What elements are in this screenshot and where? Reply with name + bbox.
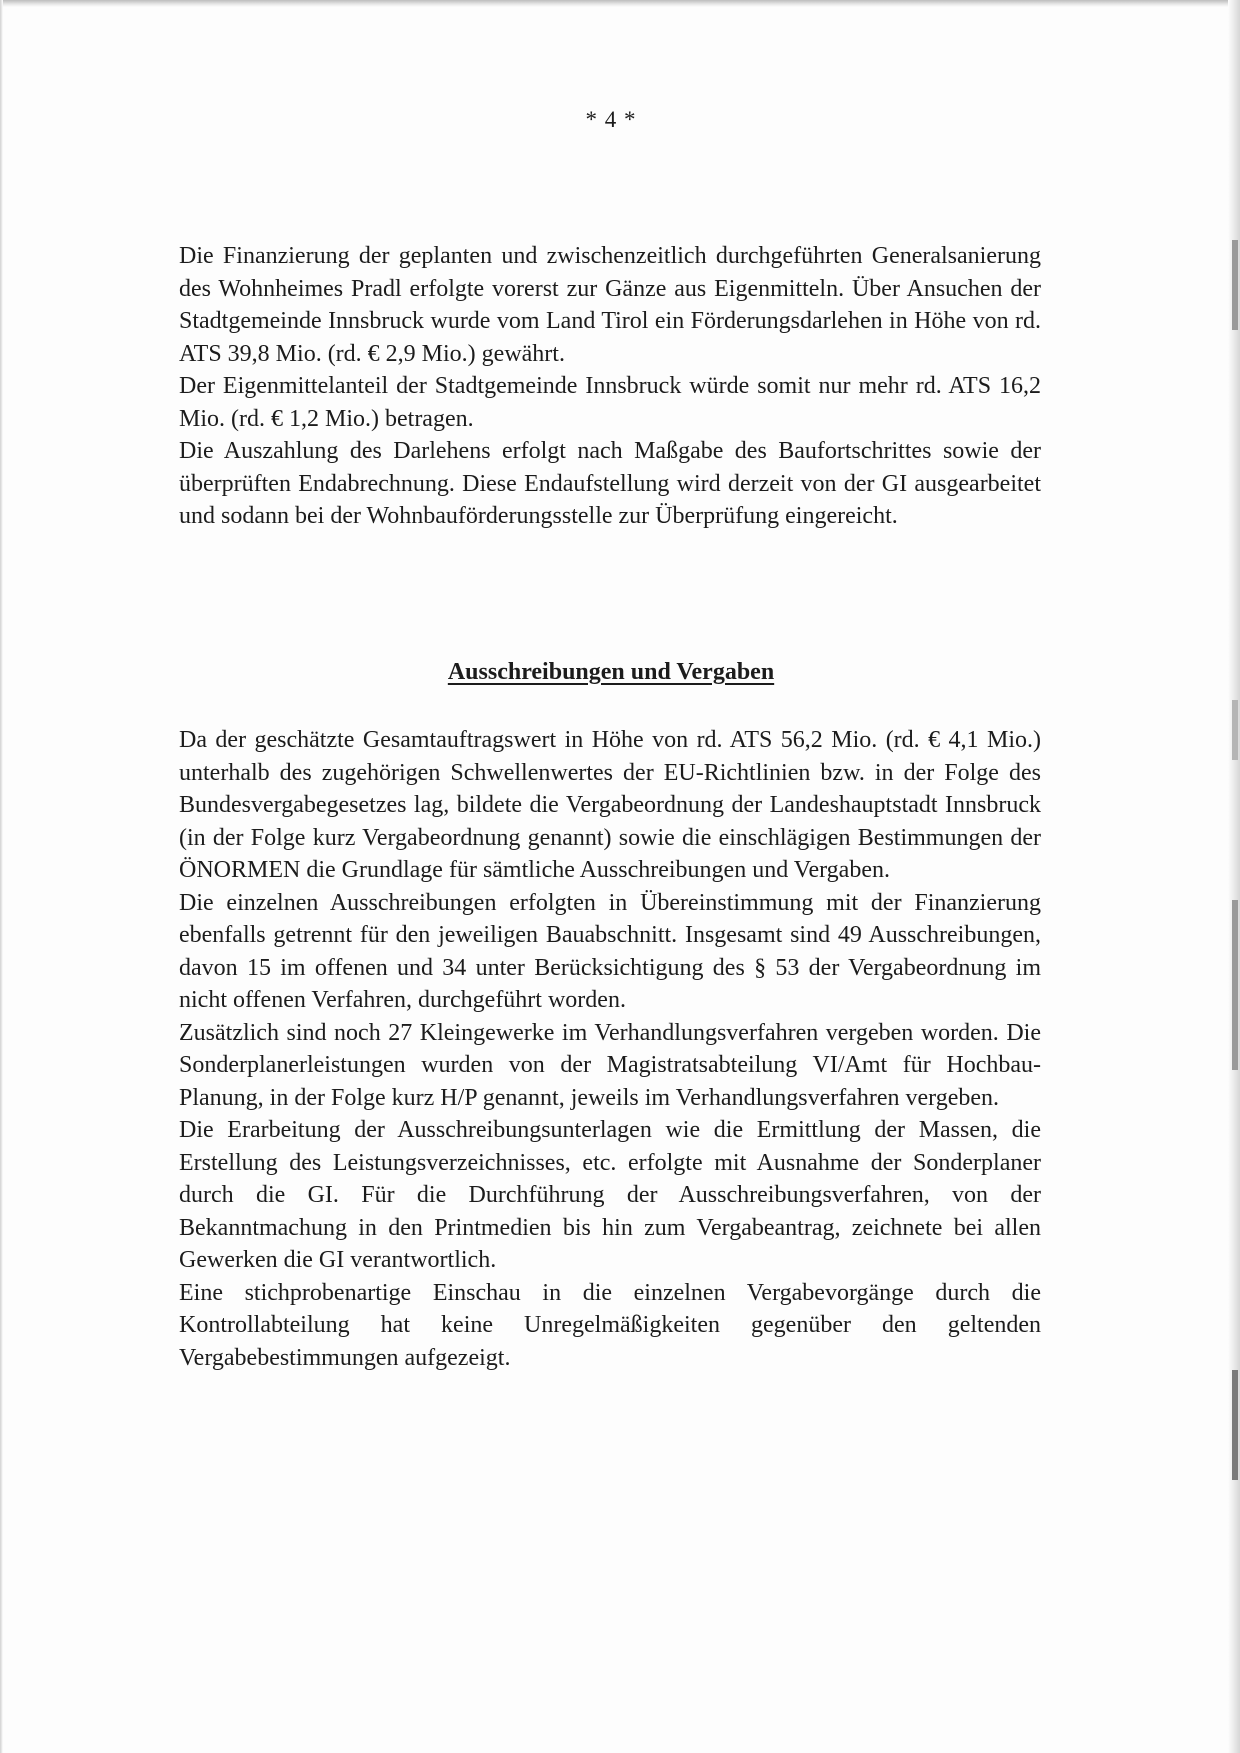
- paragraph: Die einzelnen Ausschreibungen erfolgten in Übereinstimmung mit der Finanzierung ebenfalls getrennt für den jeweiligen Bauabschnitt. Insgesamt sind 49 Ausschreibungen, davon 15 im offenen und 34 unter Berücksichtigung des § 53 der Vergabeordnung im nicht offenen Verfahren, durchgeführt worden.: [179, 889, 1041, 1013]
- paragraph: Die Erarbeitung der Ausschreibungsunterlagen wie die Ermittlung der Massen, die Erstellung des Leistungsverzeichnisses, etc. erfolgte mit Ausnahme der Sonderplaner durch die GI. Für die Durchführung der Ausschreibungsverfahren, von der Bekanntmachung in den Printmedien bis hin zum Vergabeantrag, zeichnete bei allen Gewerken die GI verantwortlich.: [179, 1117, 1041, 1273]
- paragraph: Die Finanzierung der geplanten und zwischenzeitlich durchgeführten Generalsanierung des Wohnheimes Pradl erfolgte vorerst zur Gänze aus Eigenmitteln. Über Ansuchen der Stadtgemeinde Innsbruck wurde vom Land Tirol ein Förderungsdarlehen in Höhe von rd. ATS 39,8 Mio. (rd. € 2,9 Mio.) gewährt.: [179, 243, 1041, 367]
- scan-edge-right: [1228, 0, 1240, 1753]
- tenders-section: [179, 724, 1041, 1374]
- section-heading: Ausschreibungen und Vergaben: [447, 659, 775, 685]
- paragraph: Die Auszahlung des Darlehens erfolgt nach Maßgabe des Baufortschrittes sowie der überprüften Endabrechnung. Diese Endaufstellung wird derzeit von der GI ausgearbeitet und sodann bei der Wohnbauförderungsstelle zur Überprüfung eingereicht.: [179, 438, 1041, 529]
- scan-mark: [1232, 1370, 1238, 1480]
- scan-mark: [1232, 700, 1238, 760]
- scan-edge-left: [0, 0, 3, 1753]
- page-number: * 4 *: [585, 107, 637, 132]
- scan-mark: [1232, 240, 1238, 330]
- paragraph: Da der geschätzte Gesamtauftragswert in Höhe von rd. ATS 56,2 Mio. (rd. € 4,1 Mio.) unterhalb des zugehörigen Schwellenwertes der EU-Richtlinien bzw. in der Folge des Bundesvergabegesetzes lag, bildete die Vergabeordnung der Landeshauptstadt Innsbruck (in der Folge kurz Vergabeordnung genannt) sowie die einschlägigen Bestimmungen der ÖNORMEN die Grundlage für sämtliche Ausschreibungen und Vergaben.: [179, 727, 1041, 883]
- paragraph: Der Eigenmittelanteil der Stadtgemeinde Innsbruck würde somit nur mehr rd. ATS 16,2 Mio. (rd. € 1,2 Mio.) betragen.: [179, 373, 1041, 432]
- scan-mark: [1232, 900, 1238, 1070]
- scan-edge-top: [0, 0, 1240, 7]
- financing-section: [179, 240, 1041, 533]
- paragraph: Zusätzlich sind noch 27 Kleingewerke im Verhandlungsverfahren vergeben worden. Die Sonderplanerleistungen wurden von der Magistratsabteilung VI/Amt für Hochbau-Planung, in der Folge kurz H/P genannt, jeweils im Verhandlungsverfahren vergeben.: [179, 1019, 1041, 1111]
- paragraph: Eine stichprobenartige Einschau in die einzelnen Vergabevorgänge durch die Kontrollabteilung hat keine Unregelmäßigkeiten gegenüber den geltenden Vergabebestimmungen aufgezeigt.: [179, 1279, 1041, 1371]
